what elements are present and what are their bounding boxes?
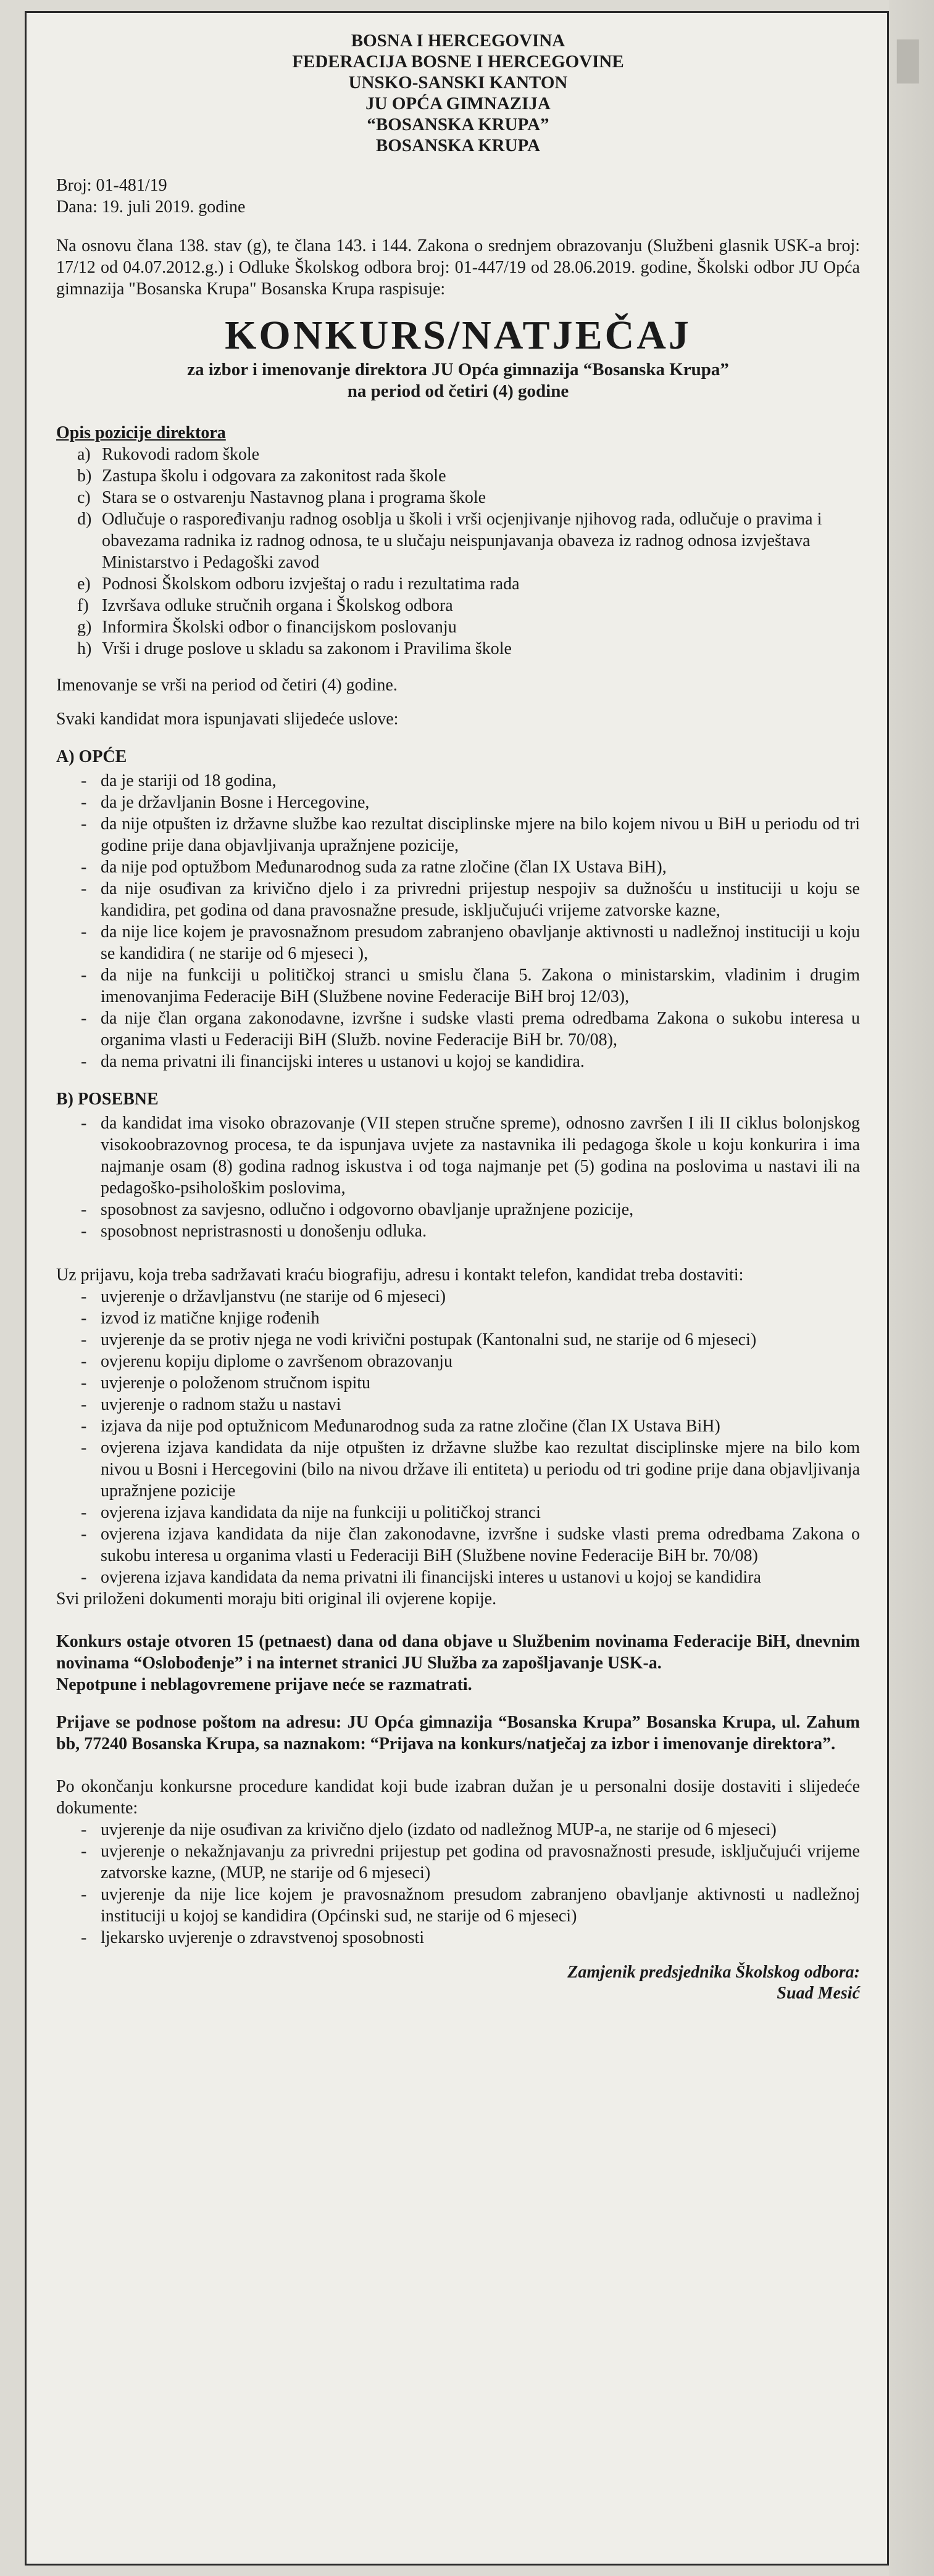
list-item (77, 573, 860, 595)
item-letter: g) (77, 618, 92, 637)
item-text: Rukovodi radom škole (102, 445, 260, 464)
item-text: Podnosi Školskom odboru izvještaj o radu i rezultatima rada (102, 574, 520, 594)
list-item (77, 487, 860, 508)
dash-bullet: - (81, 1330, 87, 1349)
dash-bullet: - (81, 1114, 87, 1133)
list-item (81, 1523, 860, 1567)
item-text: da nije osuđivan za krivično djelo i za privredni prijestup nespojiv sa dužnošću u instituciji u koju se kandidira, pet godina od dana pravosnažne presude, isključujući vrijeme zatvorske kazne, (101, 879, 860, 920)
imenovanje-text: Imenovanje se vrši na period od četiri (4) godine. (56, 676, 398, 695)
document-header (56, 30, 860, 156)
item-text: ovjerena izjava kandidata da nema privatni ili financijski interes u ustanovi u kojoj se kandidira (101, 1568, 761, 1587)
item-text: Stara se o ostvarenju Nastavnog plana i programa škole (102, 488, 486, 507)
signature-name: Suad Mesić (777, 1984, 860, 2003)
item-text: uvjerenje da nije lice kojem je pravosnažnom presudom zabranjeno obavljanje aktivnosti u nadležnoj instituciji u kojoj se kandidira (Općinski sud, ne starije od 6 mjeseci) (101, 1885, 860, 1926)
subtitle (56, 359, 860, 402)
list-item (81, 1841, 860, 1884)
dash-bullet: - (81, 1438, 87, 1457)
dash-bullet: - (81, 922, 87, 942)
dash-bullet: - (81, 1395, 87, 1414)
header-line: BOSANSKA KRUPA (375, 136, 541, 155)
nakon-list (56, 1819, 860, 1949)
list-item (81, 792, 860, 813)
list-item (81, 770, 860, 792)
list-item (81, 964, 860, 1008)
list-item (81, 1307, 860, 1329)
dokumenti-list (56, 1286, 860, 1588)
item-text: da nema privatni ili financijski interes u ustanovi u kojoj se kandidira. (101, 1052, 585, 1071)
list-item (77, 595, 860, 616)
list-item (77, 508, 860, 573)
dash-bullet: - (81, 771, 87, 790)
item-text: uvjerenje o nekažnjavanju za privredni prijestup pet godina od pravosnažnosti presude, isključujući vrijeme zatvorske kazne, (MUP, ne starije od 6 mjeseci) (101, 1842, 860, 1882)
item-text: Zastupa školu i odgovara za zakonitost rada škole (102, 466, 446, 486)
item-text: uvjerenje o radnom stažu u nastavi (101, 1395, 341, 1414)
list-item (81, 1884, 860, 1927)
opis-heading: Opis pozicije direktora (56, 423, 226, 442)
nepotpune-note: Nepotpune i neblagovremene prijave neće se razmatrati. (56, 1675, 472, 1694)
item-text: uvjerenje da nije osuđivan za krivično djelo (izdato od nadležnog MUP-a, ne starije od 6 mjeseci) (101, 1820, 777, 1839)
subtitle-line: na period od četiri (4) godine (347, 381, 569, 401)
intro-paragraph: Na osnovu člana 138. stav (g), te člana 143. i 144. Zakona o srednjem obrazovanju (Službeni glasnik USK-a broj: 17/12 od 04.07.2012.g.) i Odluke Školskog odbora broj: 01-447/19 od 28.06.2019. godine, Školski odbor JU Opća gimnazija "Bosanska Krupa" Bosanska Krupa raspisuje: (56, 236, 860, 299)
opce-list (56, 770, 860, 1072)
dash-bullet: - (81, 1842, 87, 1861)
item-text: da je stariji od 18 godina, (101, 771, 277, 790)
dash-bullet: - (81, 1309, 87, 1328)
dash-bullet: - (81, 814, 87, 834)
dash-bullet: - (81, 1352, 87, 1371)
header-line: BOSNA I HERCEGOVINA (351, 31, 565, 51)
item-text: izjava da nije pod optužnicom Međunarodnog suda za ratne zločine (član IX Ustava BiH) (101, 1417, 720, 1436)
list-item (81, 1286, 860, 1307)
list-item (81, 1502, 860, 1523)
dash-bullet: - (81, 1200, 87, 1219)
page-title: KONKURS/NATJEČAJ (225, 313, 691, 358)
list-item (81, 1394, 860, 1415)
item-text: uvjerenje o položenom stručnom ispitu (101, 1373, 371, 1393)
dash-bullet: - (81, 1525, 87, 1544)
list-item (81, 921, 860, 964)
konkurs-document (25, 11, 889, 2566)
list-item (81, 1415, 860, 1437)
subtitle-line: za izbor i imenovanje direktora JU Opća gimnazija “Bosanska Krupa” (187, 360, 729, 379)
dash-bullet: - (81, 879, 87, 898)
item-text: Odlučuje o raspoređivanju radnog osoblja u školi i vrši ocjenjivanje njihovog rada, odlučuje o pravima i obavezama radnika iz radnog odnosa, te u slučaju neispunjavanja obaveza iz radnog odnosa izvještava Ministarstvo i Pedagoški zavod (102, 510, 822, 572)
opis-list (56, 444, 860, 660)
item-text: da je državljanin Bosne i Hercegovine, (101, 793, 370, 812)
dash-bullet: - (81, 1222, 87, 1241)
bleed-ghost-mark: ▮ (893, 27, 921, 88)
list-item (81, 1051, 860, 1072)
list-item (77, 465, 860, 487)
dash-bullet: - (81, 1568, 87, 1587)
dash-bullet: - (81, 1287, 87, 1306)
item-text: da nije član organa zakonodavne, izvršne i sudske vlasti prema odredbama Zakona o sukobu interesa u organima vlasti u Federaciji BiH (Služb. novine Federacije BiH br. 70/08), (101, 1009, 860, 1050)
item-text: da kandidat ima visoko obrazovanje (VII stepen stručne spreme), odnosno završen I ili II ciklus bolonjskog visokoobrazovnog procesa, te da ispunjava uvjete za nastavnika ili pedagoga škole u koju konkurira i ima najmanje osam (8) godina radnog iskustva i od toga najmanje pet (5) godina na poslovima u nastavi ili na pedagoško-psihološkim poslovima, (101, 1114, 860, 1198)
item-text: Informira Školski odbor o financijskom poslovanju (102, 618, 457, 637)
dash-bullet: - (81, 1373, 87, 1393)
list-item (81, 1567, 860, 1588)
header-line: “BOSANSKA KRUPA” (367, 115, 549, 135)
original-note: Svi priloženi dokumenti moraju biti original ili ovjerene kopije. (56, 1589, 497, 1609)
dash-bullet: - (81, 1009, 87, 1028)
list-item (81, 1199, 860, 1220)
item-text: sposobnost nepristrasnosti u donošenju odluka. (101, 1222, 427, 1241)
item-text: da nije na funkciji u političkoj stranci u smislu člana 5. Zakona o ministarskim, vladinim i drugim imenovanjima Federacije BiH (Službene novine Federacije BiH broj 12/03), (101, 966, 860, 1006)
header-line: FEDERACIJA BOSNE I HERCEGOVINE (292, 52, 624, 72)
signature-title: Zamjenik predsjednika Školskog odbora: (567, 1963, 860, 1982)
header-line: UNSKO-SANSKI KANTON (348, 73, 568, 93)
item-text: ljekarsko uvjerenje o zdravstvenoj sposobnosti (101, 1928, 425, 1947)
list-item (81, 878, 860, 921)
list-item (81, 856, 860, 878)
list-item (81, 1329, 860, 1351)
list-item (81, 1008, 860, 1051)
posebne-list (56, 1112, 860, 1242)
posebne-heading: B) POSEBNE (56, 1090, 159, 1109)
dash-bullet: - (81, 1928, 87, 1947)
header-line: JU OPĆA GIMNAZIJA (365, 94, 551, 114)
adjacent-page-bleed (889, 0, 934, 2576)
item-text: da nije otpušten iz državne službe kao rezultat disciplinske mjere na bilo kojem nivou u BiH u periodu od tri godine prije dana objavljivanja upražnjene pozicije, (101, 814, 860, 855)
list-item (77, 444, 860, 465)
dash-bullet: - (81, 1885, 87, 1904)
item-text: izvod iz matične knjige rođenih (101, 1309, 320, 1328)
item-text: ovjerena izjava kandidata da nije član zakonodavne, izvršne i sudske vlasti prema odredbama Zakona o sukobu interesa u organima vlasti u Federaciji BiH (Službene novine Federacije BiH br. 70/08) (101, 1525, 860, 1565)
list-item (81, 1437, 860, 1502)
opce-heading: A) OPĆE (56, 747, 127, 766)
item-letter: e) (77, 574, 91, 594)
list-item (77, 616, 860, 638)
list-item (81, 1220, 860, 1242)
dash-bullet: - (81, 1417, 87, 1436)
item-text: uvjerenje da se protiv njega ne vodi krivični postupak (Kantonalni sud, ne starije od 6 mjeseci) (101, 1330, 757, 1349)
item-letter: f) (77, 596, 89, 615)
list-item (81, 1927, 860, 1949)
item-letter: b) (77, 466, 92, 486)
signature-block (56, 1962, 860, 2004)
item-letter: h) (77, 639, 92, 658)
item-text: da nije pod optužbom Međunarodnog suda za ratne zločine (član IX Ustava BiH), (101, 858, 667, 877)
item-text: ovjerena izjava kandidata da nije otpušten iz državne službe kao rezultat disciplinske mjere na bilo kom nivou u Bosni i Hercegovini (bilo na nivou države ili entiteta) u periodu od tri godine prije dana objavljivanja upražnjene pozicije (101, 1438, 860, 1501)
dash-bullet: - (81, 1503, 87, 1522)
konkurs-otvoren: Konkurs ostaje otvoren 15 (petnaest) dana od dana objave u Službenim novinama Federacije BiH, dnevnim novinama “Oslobođenje” i na internet stranici JU Služba za zapošljavanje USK-a. (56, 1632, 860, 1673)
item-text: ovjerenu kopiju diplome o završenom obrazovanju (101, 1352, 452, 1371)
dash-bullet: - (81, 1820, 87, 1839)
dash-bullet: - (81, 858, 87, 877)
item-text: uvjerenje o državljanstvu (ne starije od 6 mjeseci) (101, 1287, 446, 1306)
list-item (81, 813, 860, 856)
datum: Dana: 19. juli 2019. godine (56, 197, 246, 217)
broj: Broj: 01-481/19 (56, 176, 167, 195)
item-letter: a) (77, 445, 91, 464)
item-text: Izvršava odluke stručnih organa i Školskog odbora (102, 596, 453, 615)
item-text: da nije lice kojem je pravosnažnom presudom zabranjeno obavljanje aktivnosti u nadležnoj instituciji u koju se kandidira ( ne starije od 6 mjeseci ), (101, 922, 860, 963)
item-text: sposobnost za savjesno, odlučno i odgovorno obavljanje upražnjene pozicije, (101, 1200, 634, 1219)
adresa-paragraph: Prijave se podnose poštom na adresu: JU Opća gimnazija “Bosanska Krupa” Bosanska Krupa, ul. Zahum bb, 77240 Bosanska Krupa, sa naznakom: “Prijava na konkurs/natječaj za izbor i imenovanje direktora”. (56, 1713, 860, 1754)
document-meta (56, 175, 860, 218)
dash-bullet: - (81, 793, 87, 812)
uslovi-intro: Svaki kandidat mora ispunjavati slijedeće uslove: (56, 710, 399, 729)
item-letter: d) (77, 510, 92, 529)
dash-bullet: - (81, 966, 87, 985)
list-item (81, 1112, 860, 1199)
prijava-intro: Uz prijavu, koja treba sadržavati kraću biografiju, adresu i kontakt telefon, kandidat treba dostaviti: (56, 1265, 744, 1285)
list-item (77, 638, 860, 660)
list-item (81, 1372, 860, 1394)
item-text: ovjerena izjava kandidata da nije na funkciji u političkoj stranci (101, 1503, 541, 1522)
list-item (81, 1819, 860, 1841)
item-text: Vrši i druge poslove u skladu sa zakonom i Pravilima škole (102, 639, 512, 658)
list-item (81, 1351, 860, 1372)
dash-bullet: - (81, 1052, 87, 1071)
nakon-intro: Po okončanju konkursne procedure kandidat koji bude izabran dužan je u personalni dosije dostaviti i slijedeće dokumente: (56, 1777, 860, 1818)
item-letter: c) (77, 488, 91, 507)
